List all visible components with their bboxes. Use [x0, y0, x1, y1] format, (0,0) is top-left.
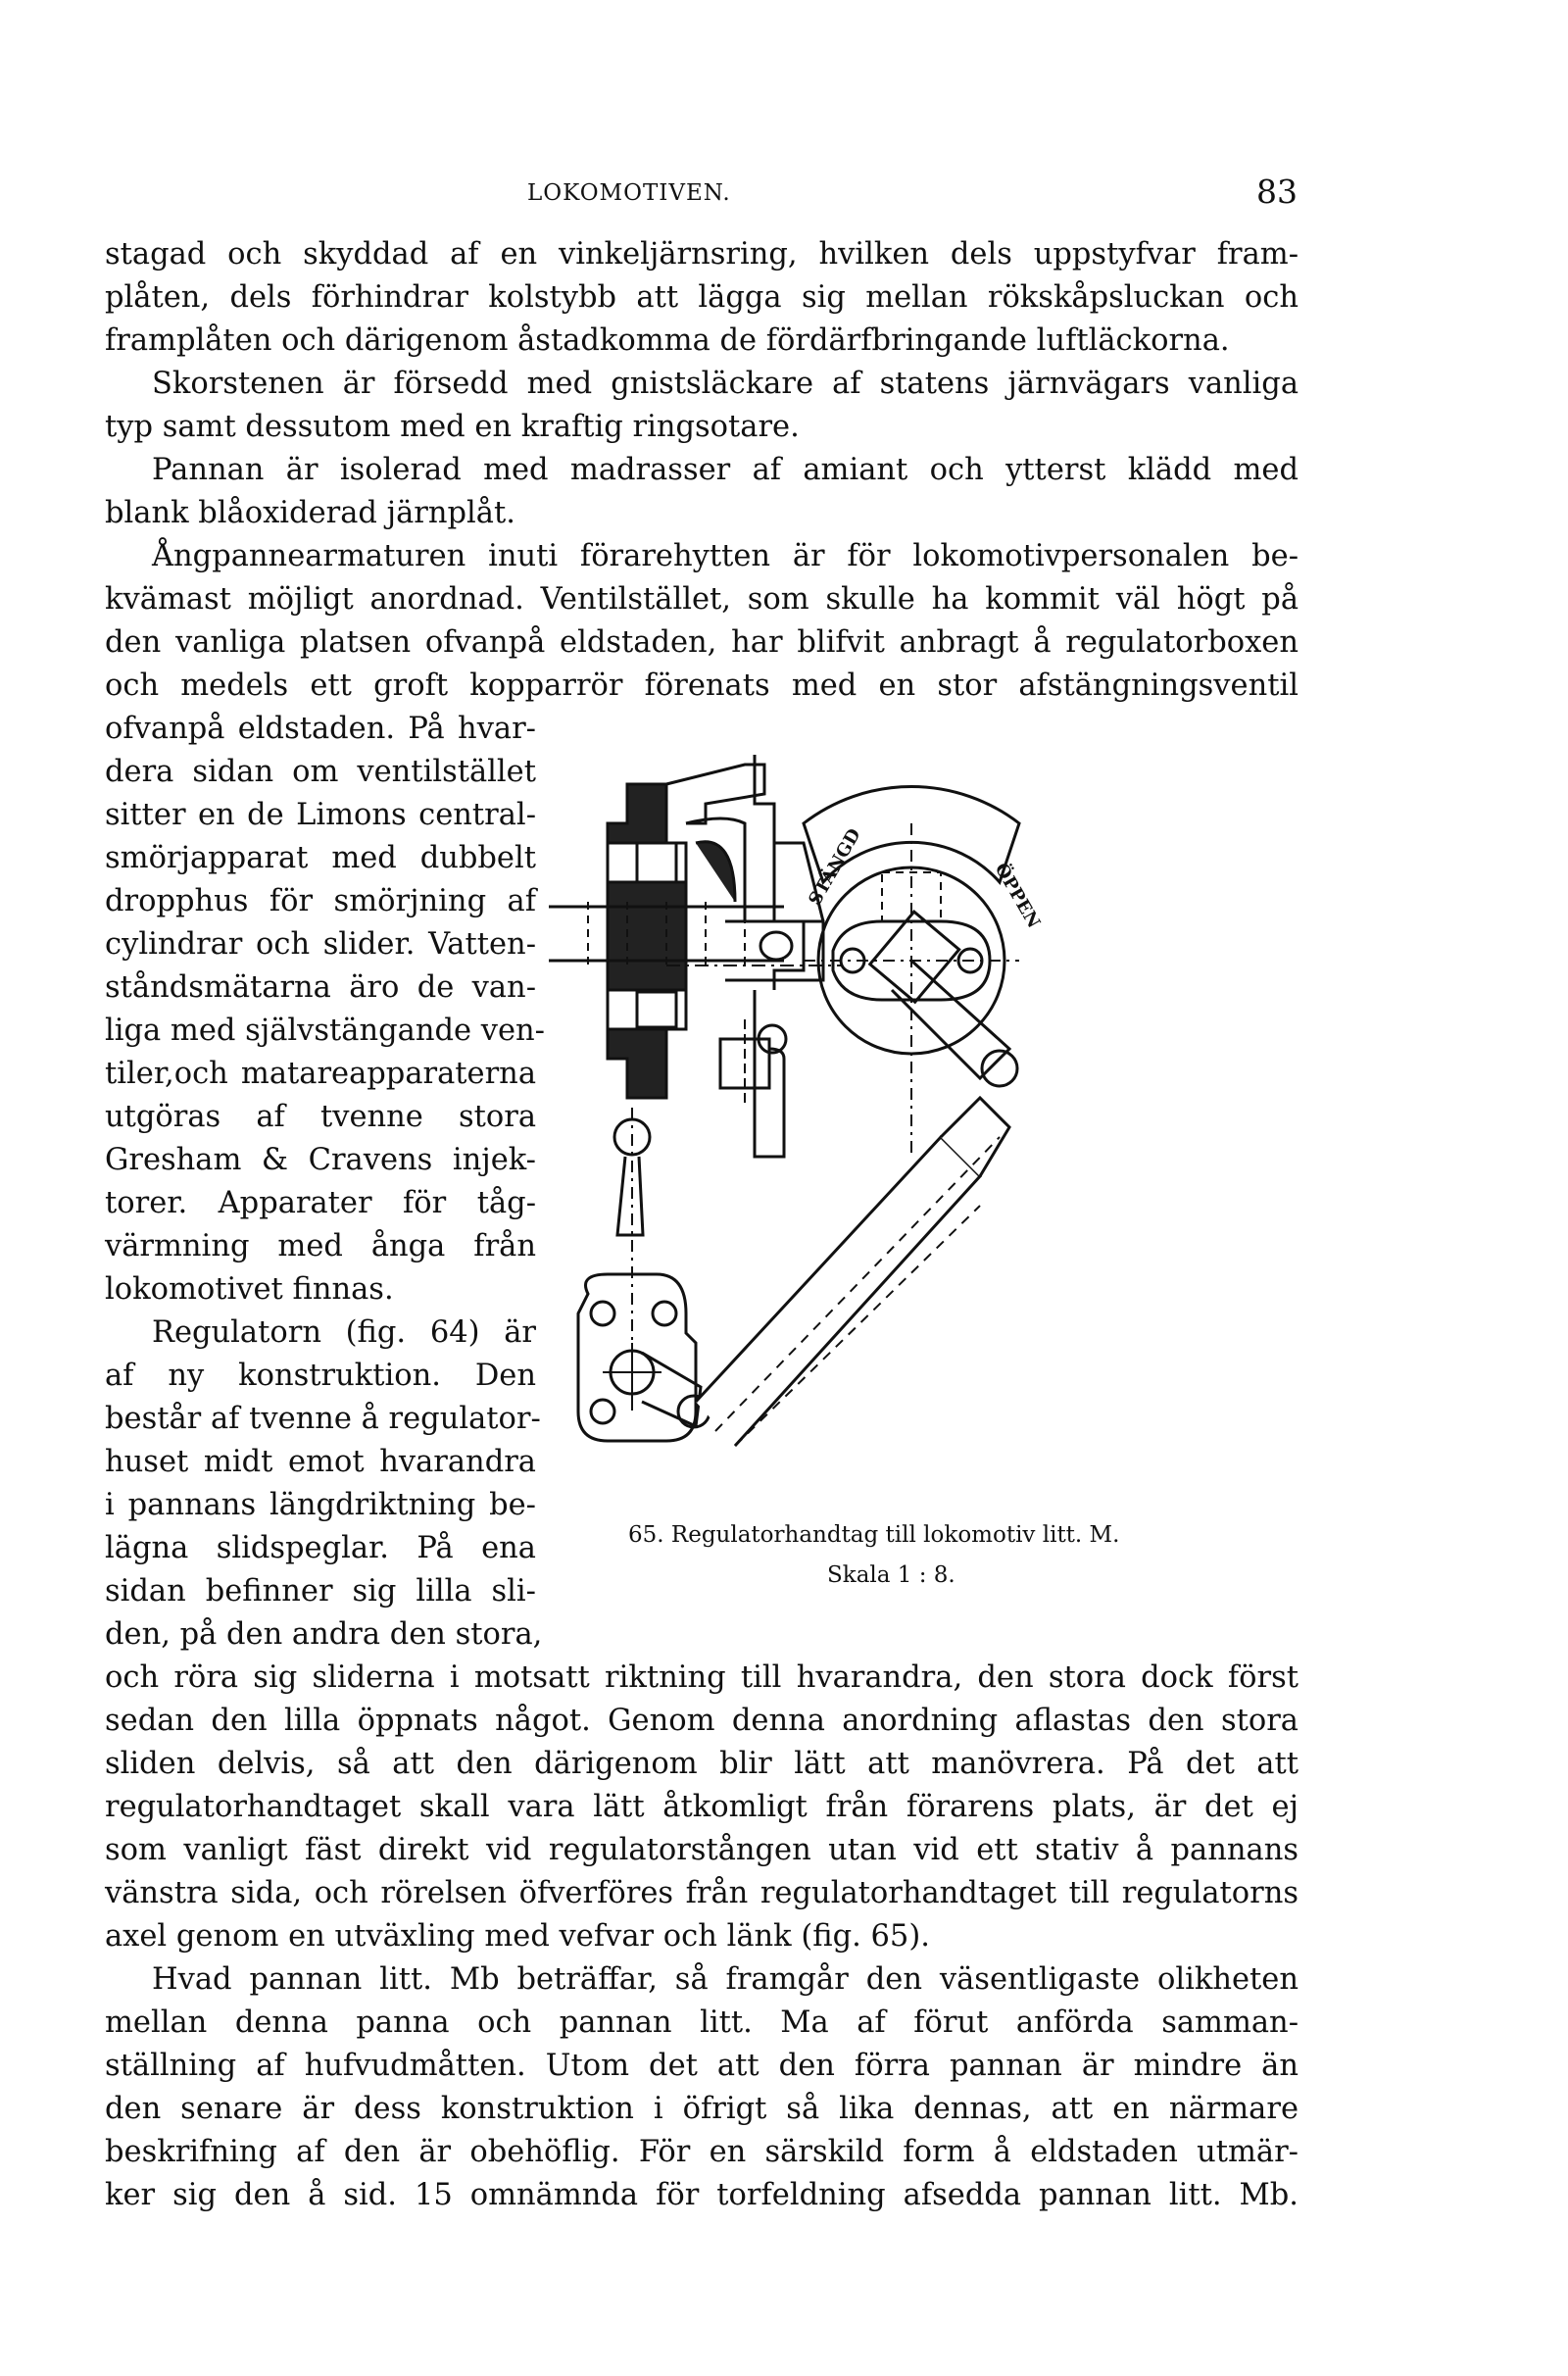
paragraph-6 [105, 1958, 1298, 2217]
figure-caption: 65. Regulatorhandtag till lokomotiv litt. M. [628, 1522, 1120, 1548]
column-paragraph-2 [105, 1312, 543, 1657]
text-line: sliden delvis, så att den därigenom blir lätt att manövrera. På det att [105, 1747, 1298, 1781]
text-line: Gresham & Cravens injek- [105, 1143, 536, 1177]
text-line: cylindrar och slider. Vatten- [105, 927, 536, 962]
text-line: lokomotivet finnas. [105, 1272, 394, 1307]
paragraph-5 [105, 1657, 1298, 1958]
paragraph-2 [105, 363, 1298, 449]
regulator-handle-drawing [549, 725, 1313, 1510]
dial-label-open: ÖPPEN [990, 860, 1045, 932]
text-line: liga med självstängande ven- [105, 1014, 545, 1048]
text-line: tiler,och matareapparaterna [105, 1057, 536, 1091]
text-line: torer. Apparater för tåg- [105, 1186, 536, 1220]
text-line: axel genom en utväxling med vefvar och länk (fig. 65). [105, 1919, 930, 1954]
text-line: och medels ett groft kopparrör förenats med en stor afstängningsventil [105, 668, 1298, 703]
text-line: mellan denna panna och pannan litt. Ma af förut anförda samman- [105, 2005, 1298, 2040]
text-line: beskrifning af den är obehöflig. För en särskild form å eldstaden utmär- [105, 2135, 1298, 2169]
square-boss [870, 912, 959, 1002]
text-line: som vanligt fäst direkt vid regulatorstången utan vid ett stativ å pannans [105, 1833, 1298, 1867]
text-line: i pannans längdriktning be- [105, 1488, 536, 1522]
text-line: Regulatorn (fig. 64) är [152, 1315, 536, 1350]
text-line: Ångpannearmaturen inuti förarehytten är för lokomotivpersonalen be- [152, 539, 1298, 573]
dial-label-closed: STÄNGD [805, 824, 865, 910]
handle-bar [696, 1137, 980, 1446]
text-line: kvämast möjligt anordnad. Ventilstället, som skulle ha kommit väl högt på [105, 582, 1298, 617]
text-line: typ samt dessutom med en kraftig ringsotare. [105, 410, 800, 444]
figure-regulator-handle [549, 725, 1313, 1568]
housing-section [608, 784, 686, 1098]
running-title: LOKOMOTIVEN. [527, 180, 731, 206]
text-line: regulatorhandtaget skall vara lätt åtkomligt från förarens plats, är det ej [105, 1790, 1298, 1824]
text-line: lägna slidspeglar. På ena [105, 1531, 536, 1565]
paragraph-4 [105, 535, 1298, 708]
running-head [0, 173, 1568, 212]
text-line: ker sig den å sid. 15 omnämnda för torfeldning afsedda pannan litt. Mb. [105, 2178, 1298, 2212]
text-line: af ny konstruktion. Den [105, 1359, 536, 1393]
text-line: Pannan är isolerad med madrasser af amiant och ytterst klädd med [152, 453, 1298, 487]
text-line: värmning med ånga från [105, 1229, 536, 1263]
text-line: stagad och skyddad af en vinkeljärnsring, hvilken dels uppstyfvar fram- [105, 237, 1298, 272]
page-number: 83 [1256, 173, 1298, 211]
text-line: dropphus för smörjning af [105, 884, 536, 918]
text-line: Hvad pannan litt. Mb beträffar, så framgår den väsentligaste olikheten [152, 1962, 1298, 1997]
paragraph-1 [105, 233, 1298, 363]
text-line: den senare är dess konstruktion i öfrigt så lika dennas, att en närmare [105, 2092, 1298, 2126]
text-line: utgöras af tvenne stora [105, 1100, 536, 1134]
text-line: vänstra sida, och rörelsen öfverföres från regulatorhandtaget till regulatorns [105, 1876, 1298, 1910]
text-line: sidan befinner sig lilla sli- [105, 1574, 536, 1609]
text-line: ställning af hufvudmåtten. Utom det att den förra pannan är mindre än [105, 2049, 1298, 2083]
text-line: huset midt emot hvarandra [105, 1445, 536, 1479]
text-line: den vanliga platsen ofvanpå eldstaden, har blifvit anbragt å regulatorboxen [105, 625, 1298, 660]
text-line: ofvanpå eldstaden. På hvar- [105, 712, 536, 746]
text-line: och röra sig sliderna i motsatt riktning till hvarandra, den stora dock först [105, 1660, 1298, 1695]
text-line: Skorstenen är försedd med gnistsläckare af statens järnvägars vanliga [152, 367, 1298, 401]
figure-scale: Skala 1 : 8. [827, 1562, 956, 1588]
text-line: den, på den andra den stora, [105, 1617, 543, 1652]
text-line: blank blåoxiderad järnplåt. [105, 496, 515, 530]
text-line: smörjapparat med dubbelt [105, 841, 536, 875]
text-line: framplåten och därigenom åstadkomma de fördärfbringande luftläckorna. [105, 323, 1230, 358]
text-line: sedan den lilla öppnats något. Genom denna anordning aflastas den stora [105, 1704, 1298, 1738]
text-line: består af tvenne å regulator- [105, 1402, 541, 1436]
text-line: dera sidan om ventilstället [105, 755, 536, 789]
column-paragraph-1 [105, 708, 545, 1312]
text-line: sitter en de Limons central- [105, 798, 536, 832]
text-line: plåten, dels förhindrar kolstybb att lägga sig mellan rökskåpsluckan och [105, 280, 1298, 315]
paragraph-3 [105, 449, 1298, 535]
text-line: ståndsmätarna äro de van- [105, 970, 536, 1005]
